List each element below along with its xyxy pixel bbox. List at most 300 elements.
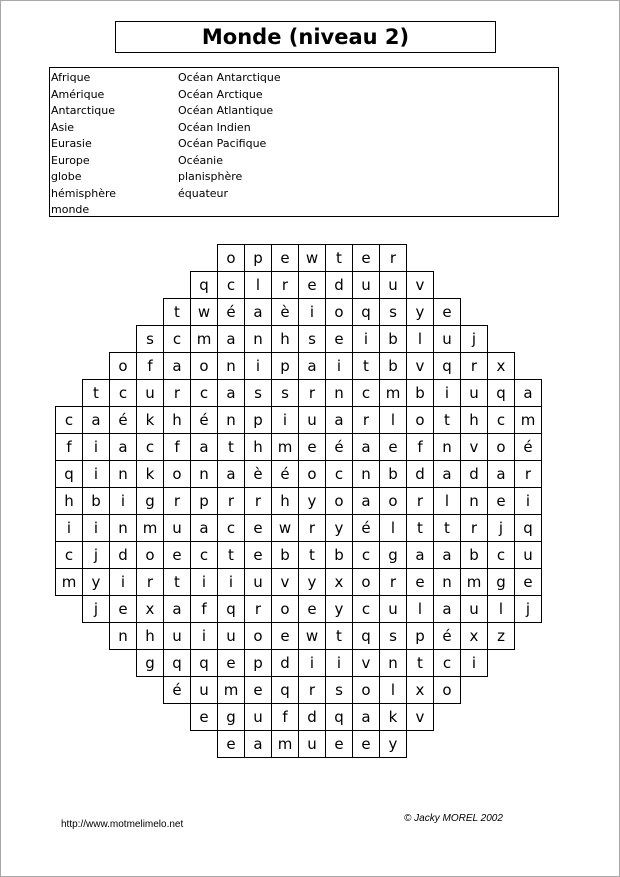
grid-cell[interactable]: e (406, 568, 434, 596)
grid-row (136, 649, 488, 677)
grid-cell[interactable]: r (352, 406, 380, 434)
grid-cell[interactable]: m (271, 730, 299, 758)
grid-cell[interactable]: o (433, 676, 461, 704)
grid-cell[interactable]: b (406, 379, 434, 407)
grid-row (82, 595, 542, 623)
grid-cell[interactable]: c (352, 541, 380, 569)
grid-cell[interactable]: n (109, 514, 137, 542)
grid-cell[interactable]: v (271, 568, 299, 596)
grid-cell[interactable]: s (271, 379, 299, 407)
grid-cell[interactable]: l (406, 325, 434, 353)
grid-cell[interactable]: s (244, 379, 272, 407)
grid-cell[interactable]: r (298, 676, 326, 704)
grid-cell[interactable]: é (190, 406, 218, 434)
grid-cell[interactable]: q (433, 352, 461, 380)
grid-cell[interactable]: o (325, 298, 353, 326)
grid-cell[interactable]: p (406, 622, 434, 650)
grid-cell[interactable]: r (514, 460, 542, 488)
grid-cell[interactable]: w (298, 244, 326, 272)
grid-cell[interactable]: t (325, 244, 353, 272)
grid-cell[interactable]: j (82, 541, 110, 569)
grid-cell[interactable]: e (352, 730, 380, 758)
grid-cell[interactable]: o (352, 568, 380, 596)
grid-cell[interactable]: u (460, 379, 488, 407)
grid-cell[interactable]: a (244, 730, 272, 758)
grid-cell[interactable]: d (406, 460, 434, 488)
grid-cell[interactable]: v (352, 649, 380, 677)
grid-cell[interactable]: n (244, 325, 272, 353)
grid-cell[interactable]: a (190, 433, 218, 461)
grid-cell[interactable]: e (244, 676, 272, 704)
word-list-item: Afrique (51, 71, 91, 84)
grid-cell[interactable]: t (163, 298, 191, 326)
grid-cell[interactable]: u (433, 325, 461, 353)
grid-cell[interactable]: n (352, 460, 380, 488)
grid-cell[interactable]: u (190, 676, 218, 704)
grid-cell[interactable]: x (406, 676, 434, 704)
grid-cell[interactable]: a (352, 487, 380, 515)
grid-cell[interactable]: c (217, 514, 245, 542)
grid-cell[interactable]: a (433, 595, 461, 623)
grid-cell[interactable]: h (271, 325, 299, 353)
grid-cell[interactable]: n (433, 433, 461, 461)
grid-cell[interactable]: b (379, 352, 407, 380)
grid-cell[interactable]: y (379, 730, 407, 758)
grid-cell[interactable]: a (325, 406, 353, 434)
grid-cell[interactable]: s (325, 676, 353, 704)
grid-cell[interactable]: i (109, 568, 137, 596)
grid-cell[interactable]: c (55, 541, 83, 569)
grid-row (217, 730, 407, 758)
grid-cell[interactable]: m (190, 325, 218, 353)
grid-cell[interactable]: a (514, 379, 542, 407)
grid-cell[interactable]: o (136, 541, 164, 569)
grid-cell[interactable]: u (379, 595, 407, 623)
grid-cell[interactable]: c (352, 379, 380, 407)
grid-cell[interactable]: r (379, 568, 407, 596)
grid-cell[interactable]: f (271, 703, 299, 731)
grid-cell[interactable]: p (244, 244, 272, 272)
grid-cell[interactable]: r (244, 595, 272, 623)
grid-cell[interactable]: a (433, 541, 461, 569)
grid-cell[interactable]: b (460, 541, 488, 569)
grid-cell[interactable]: n (379, 649, 407, 677)
grid-cell[interactable]: r (406, 487, 434, 515)
grid-cell[interactable]: é (271, 460, 299, 488)
grid-cell[interactable]: r (136, 568, 164, 596)
grid-cell[interactable]: a (217, 460, 245, 488)
grid-cell[interactable]: e (487, 487, 515, 515)
grid-cell[interactable]: r (298, 514, 326, 542)
grid-cell[interactable]: q (55, 460, 83, 488)
grid-cell[interactable]: p (271, 352, 299, 380)
grid-cell[interactable]: u (163, 514, 191, 542)
grid-cell[interactable]: a (352, 433, 380, 461)
grid-cell[interactable]: b (379, 460, 407, 488)
grid-cell[interactable]: e (217, 649, 245, 677)
word-list (49, 67, 559, 217)
grid-cell[interactable]: t (433, 406, 461, 434)
grid-cell[interactable]: c (487, 406, 515, 434)
grid-cell[interactable]: j (460, 325, 488, 353)
grid-cell[interactable]: a (217, 379, 245, 407)
grid-cell[interactable]: q (325, 703, 353, 731)
grid-cell[interactable]: a (352, 703, 380, 731)
word-list-item: Océan Indien (178, 120, 251, 134)
grid-row (82, 379, 542, 407)
grid-cell[interactable]: i (298, 649, 326, 677)
grid-cell[interactable]: q (163, 649, 191, 677)
grid-cell[interactable]: t (82, 379, 110, 407)
grid-row (163, 676, 461, 704)
grid-cell[interactable]: i (298, 298, 326, 326)
grid-cell[interactable]: a (190, 514, 218, 542)
grid-cell[interactable]: r (460, 514, 488, 542)
grid-cell[interactable]: r (379, 244, 407, 272)
grid-cell[interactable]: q (190, 271, 218, 299)
grid-cell[interactable]: o (244, 622, 272, 650)
grid-cell[interactable]: g (379, 541, 407, 569)
grid-cell[interactable]: l (244, 271, 272, 299)
grid-cell[interactable]: x (460, 622, 488, 650)
grid-cell[interactable]: q (514, 514, 542, 542)
grid-cell[interactable]: i (217, 568, 245, 596)
grid-cell[interactable]: i (352, 325, 380, 353)
grid-cell[interactable]: o (352, 676, 380, 704)
grid-cell[interactable]: u (460, 595, 488, 623)
grid-cell[interactable]: o (190, 352, 218, 380)
footer-url[interactable]: http://www.motmelimelo.net (61, 819, 184, 830)
footer-credit: © Jacky MOREL 2002 (404, 813, 503, 824)
grid-cell[interactable]: é (325, 433, 353, 461)
grid-cell[interactable]: n (109, 622, 137, 650)
grid-cell[interactable]: k (136, 406, 164, 434)
grid-cell[interactable]: e (109, 595, 137, 623)
grid-cell[interactable]: o (379, 487, 407, 515)
grid-cell[interactable]: u (379, 271, 407, 299)
grid-cell[interactable]: n (109, 460, 137, 488)
grid-cell[interactable]: o (163, 460, 191, 488)
grid-cell[interactable]: e (244, 541, 272, 569)
grid-cell[interactable]: o (109, 352, 137, 380)
grid-cell[interactable]: c (487, 541, 515, 569)
grid-cell[interactable]: a (406, 541, 434, 569)
grid-cell[interactable]: s (136, 325, 164, 353)
grid-cell[interactable]: h (55, 487, 83, 515)
grid-cell[interactable]: l (379, 406, 407, 434)
grid-cell[interactable]: u (298, 406, 326, 434)
grid-cell[interactable]: d (325, 271, 353, 299)
word-list-item: Europe (51, 153, 90, 167)
grid-cell[interactable]: e (217, 730, 245, 758)
grid-cell[interactable]: e (379, 433, 407, 461)
grid-cell[interactable]: t (406, 514, 434, 542)
grid-cell[interactable]: t (406, 649, 434, 677)
grid-cell[interactable]: c (190, 379, 218, 407)
grid-cell[interactable]: g (487, 568, 515, 596)
grid-cell[interactable]: a (82, 406, 110, 434)
grid-cell[interactable]: z (487, 622, 515, 650)
grid-cell[interactable]: i (82, 514, 110, 542)
grid-cell[interactable]: p (244, 406, 272, 434)
grid-cell[interactable]: i (55, 514, 83, 542)
grid-cell[interactable]: r (163, 487, 191, 515)
grid-cell[interactable]: u (136, 379, 164, 407)
grid-cell[interactable]: l (406, 595, 434, 623)
grid-cell[interactable]: n (325, 379, 353, 407)
grid-cell[interactable]: é (433, 622, 461, 650)
word-list-item: monde (51, 203, 90, 216)
grid-cell[interactable]: n (460, 487, 488, 515)
grid-cell[interactable]: é (163, 676, 191, 704)
grid-cell[interactable]: y (325, 514, 353, 542)
grid-row (55, 460, 542, 488)
grid-cell[interactable]: m (379, 379, 407, 407)
word-list-item: Asie (51, 120, 75, 134)
grid-cell[interactable]: o (217, 244, 245, 272)
grid-cell[interactable]: h (136, 622, 164, 650)
grid-cell[interactable]: e (163, 541, 191, 569)
grid-cell[interactable]: m (460, 568, 488, 596)
grid-cell[interactable]: c (163, 325, 191, 353)
grid-cell[interactable]: u (217, 622, 245, 650)
grid-cell[interactable]: i (82, 433, 110, 461)
grid-cell[interactable]: t (298, 541, 326, 569)
grid-cell[interactable]: b (379, 325, 407, 353)
grid-cell[interactable]: t (217, 433, 245, 461)
grid-cell[interactable]: p (244, 649, 272, 677)
grid-cell[interactable]: h (244, 433, 272, 461)
grid-cell[interactable]: t (352, 352, 380, 380)
grid-cell[interactable]: v (406, 352, 434, 380)
grid-cell[interactable]: u (244, 703, 272, 731)
grid-cell[interactable]: i (460, 649, 488, 677)
grid-cell[interactable]: c (109, 379, 137, 407)
grid-cell[interactable]: d (271, 649, 299, 677)
grid-cell[interactable]: m (55, 568, 83, 596)
grid-cell[interactable]: w (271, 514, 299, 542)
grid-cell[interactable]: r (217, 487, 245, 515)
grid-cell[interactable]: x (136, 595, 164, 623)
grid-cell[interactable]: n (190, 460, 218, 488)
grid-cell[interactable]: è (244, 460, 272, 488)
grid-cell[interactable]: l (433, 487, 461, 515)
grid-row (217, 244, 407, 272)
grid-cell[interactable]: q (190, 649, 218, 677)
grid-cell[interactable]: c (217, 271, 245, 299)
word-list-item: globe (51, 170, 82, 183)
grid-cell[interactable]: e (298, 271, 326, 299)
grid-cell[interactable]: f (136, 352, 164, 380)
word-list-column-1 (51, 70, 116, 219)
grid-cell[interactable]: f (406, 433, 434, 461)
grid-cell[interactable]: y (82, 568, 110, 596)
grid-cell[interactable]: e (298, 433, 326, 461)
grid-cell[interactable]: j (82, 595, 110, 623)
grid-cell[interactable]: e (325, 325, 353, 353)
grid-cell[interactable]: é (109, 406, 137, 434)
grid-cell[interactable]: n (217, 352, 245, 380)
grid-cell[interactable]: o (325, 487, 353, 515)
grid-cell[interactable]: a (217, 325, 245, 353)
grid-cell[interactable]: s (379, 298, 407, 326)
grid-cell[interactable]: s (379, 622, 407, 650)
grid-cell[interactable]: c (352, 595, 380, 623)
grid-cell[interactable]: l (379, 676, 407, 704)
grid-cell[interactable]: q (217, 595, 245, 623)
grid-cell[interactable]: f (190, 595, 218, 623)
grid-cell[interactable]: p (190, 487, 218, 515)
grid-cell[interactable]: é (217, 298, 245, 326)
grid-row (109, 352, 515, 380)
grid-cell[interactable]: x (487, 352, 515, 380)
grid-cell[interactable]: q (352, 298, 380, 326)
word-list-item: Océan Arctique (178, 87, 263, 101)
grid-cell[interactable]: a (109, 433, 137, 461)
grid-cell[interactable]: v (460, 433, 488, 461)
grid-cell[interactable]: b (325, 541, 353, 569)
grid-cell[interactable]: o (406, 406, 434, 434)
grid-cell[interactable]: e (190, 703, 218, 731)
grid-cell[interactable]: n (433, 568, 461, 596)
grid-cell[interactable]: c (433, 649, 461, 677)
grid-cell[interactable]: k (136, 460, 164, 488)
grid-cell[interactable]: j (514, 595, 542, 623)
word-list-item: Antarctique (51, 104, 115, 117)
grid-row (55, 433, 542, 461)
grid-cell[interactable]: e (352, 244, 380, 272)
grid-cell[interactable]: y (406, 298, 434, 326)
grid-cell[interactable]: w (190, 298, 218, 326)
grid-cell[interactable]: e (325, 730, 353, 758)
grid-cell[interactable]: q (487, 379, 515, 407)
grid-row (190, 703, 434, 731)
grid-cell[interactable]: m (136, 514, 164, 542)
grid-cell[interactable]: g (217, 703, 245, 731)
grid-cell[interactable]: i (325, 649, 353, 677)
grid-cell[interactable]: l (487, 595, 515, 623)
word-list-item: Océan Antarctique (178, 71, 281, 84)
grid-cell[interactable]: d (460, 460, 488, 488)
grid-cell[interactable]: g (136, 649, 164, 677)
grid-cell[interactable]: c (55, 406, 83, 434)
grid-cell[interactable]: e (244, 514, 272, 542)
grid-cell[interactable]: é (352, 514, 380, 542)
grid-cell[interactable]: u (163, 622, 191, 650)
grid-cell[interactable]: g (136, 487, 164, 515)
grid-cell[interactable]: a (487, 460, 515, 488)
grid-cell[interactable]: t (163, 568, 191, 596)
grid-cell[interactable]: a (433, 460, 461, 488)
grid-cell[interactable]: y (298, 568, 326, 596)
grid-cell[interactable]: l (379, 514, 407, 542)
grid-cell[interactable]: a (298, 352, 326, 380)
grid-cell[interactable]: h (460, 406, 488, 434)
grid-cell[interactable]: e (514, 568, 542, 596)
grid-cell[interactable]: o (298, 460, 326, 488)
grid-cell[interactable]: y (298, 487, 326, 515)
grid-cell[interactable]: d (298, 703, 326, 731)
grid-row (55, 406, 542, 434)
grid-cell[interactable]: f (163, 433, 191, 461)
grid-cell[interactable]: t (325, 622, 353, 650)
grid-cell[interactable]: i (244, 352, 272, 380)
grid-cell[interactable]: m (514, 406, 542, 434)
grid-cell[interactable]: j (487, 514, 515, 542)
grid-cell[interactable]: r (271, 271, 299, 299)
grid-cell[interactable]: e (298, 595, 326, 623)
grid-row (136, 325, 488, 353)
grid-cell[interactable]: i (190, 622, 218, 650)
grid-cell[interactable]: i (514, 487, 542, 515)
grid-cell[interactable]: e (271, 622, 299, 650)
grid-cell[interactable]: q (271, 676, 299, 704)
grid-cell[interactable]: c (136, 433, 164, 461)
grid-cell[interactable]: n (217, 406, 245, 434)
grid-cell[interactable]: e (271, 244, 299, 272)
grid-cell[interactable]: k (379, 703, 407, 731)
grid-cell[interactable]: i (190, 568, 218, 596)
grid-cell[interactable]: a (244, 298, 272, 326)
grid-cell[interactable]: s (298, 325, 326, 353)
grid-cell[interactable]: y (325, 595, 353, 623)
grid-cell[interactable]: a (163, 595, 191, 623)
grid-cell[interactable]: c (190, 541, 218, 569)
word-list-item: Océan Atlantique (178, 104, 274, 117)
grid-cell[interactable]: c (325, 460, 353, 488)
grid-cell[interactable]: u (298, 730, 326, 758)
grid-cell[interactable]: i (433, 379, 461, 407)
grid-cell[interactable]: i (109, 487, 137, 515)
grid-cell[interactable]: m (217, 676, 245, 704)
grid-row (163, 298, 461, 326)
grid-cell[interactable]: u (352, 271, 380, 299)
grid-cell[interactable]: é (514, 433, 542, 461)
grid-cell[interactable]: b (271, 541, 299, 569)
grid-cell[interactable]: h (163, 406, 191, 434)
grid-cell[interactable]: o (487, 433, 515, 461)
grid-cell[interactable]: r (298, 379, 326, 407)
word-list-item: planisphère (178, 170, 243, 183)
grid-cell[interactable]: m (271, 433, 299, 461)
grid-cell[interactable]: w (298, 622, 326, 650)
grid-cell[interactable]: f (55, 433, 83, 461)
word-list-item: équateur (178, 186, 229, 200)
grid-cell[interactable]: t (433, 514, 461, 542)
grid-cell[interactable]: r (460, 352, 488, 380)
grid-cell[interactable]: è (271, 298, 299, 326)
grid-cell[interactable]: i (82, 460, 110, 488)
grid-row (109, 622, 515, 650)
grid-cell[interactable]: h (271, 487, 299, 515)
grid-cell[interactable]: a (163, 352, 191, 380)
grid-cell[interactable]: v (406, 703, 434, 731)
grid-cell[interactable]: r (163, 379, 191, 407)
grid-cell[interactable]: u (514, 541, 542, 569)
grid-cell[interactable]: x (325, 568, 353, 596)
grid-cell[interactable]: t (217, 541, 245, 569)
grid-cell[interactable]: i (271, 406, 299, 434)
grid-cell[interactable]: q (352, 622, 380, 650)
grid-cell[interactable]: u (244, 568, 272, 596)
grid-cell[interactable]: v (406, 271, 434, 299)
grid-cell[interactable]: e (433, 298, 461, 326)
grid-cell[interactable]: b (82, 487, 110, 515)
grid-cell[interactable]: o (271, 595, 299, 623)
grid-cell[interactable]: i (325, 352, 353, 380)
grid-cell[interactable]: d (109, 541, 137, 569)
grid-cell[interactable]: r (244, 487, 272, 515)
